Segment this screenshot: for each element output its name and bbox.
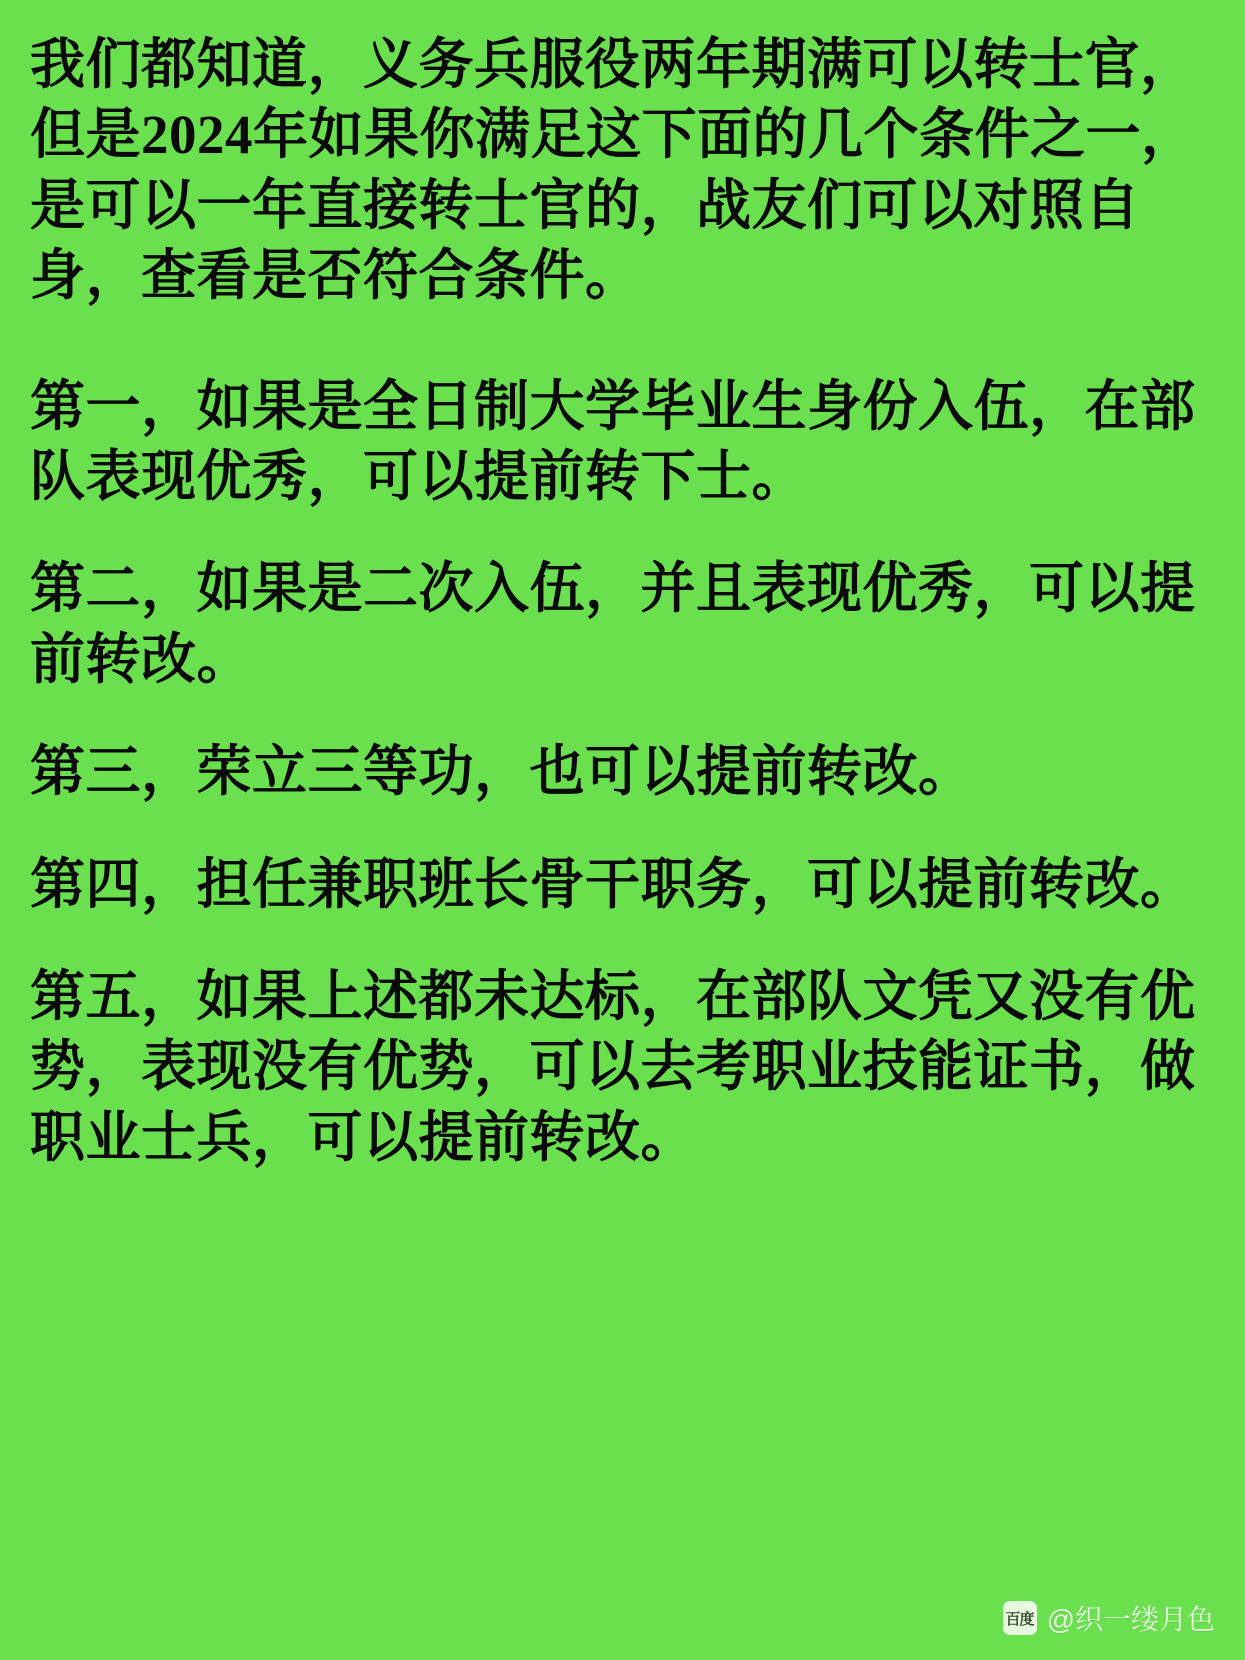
paragraph-condition-4: 第四，担任兼职班长骨干职务，可以提前转改。	[30, 853, 1196, 915]
paragraph-condition-3: 第三，荣立三等功，也可以提前转改。	[30, 741, 974, 803]
paragraph-condition-1: 第一，如果是全日制大学毕业生身份入伍，在部队表现优秀，可以提前转下士。	[30, 375, 1196, 507]
baidu-logo-icon: 百度	[1003, 1601, 1037, 1635]
watermark	[1003, 1598, 1215, 1638]
paragraph-intro: 我们都知道，义务兵服役两年期满可以转士官，但是2024年如果你满足这下面的几个条件之一，是可以一年直接转士官的，战友们可以对照自身，查看是否符合条件。	[30, 34, 1197, 307]
paragraph-condition-2: 第二，如果是二次入伍，并且表现优秀，可以提前转改。	[30, 558, 1196, 690]
watermark-username: @织一缕月色	[1046, 1604, 1215, 1635]
paragraph-condition-5: 第五，如果上述都未达标，在部队文凭又没有优势，表现没有优势，可以去考职业技能证书，做职业士兵，可以提前转改。	[30, 965, 1196, 1168]
